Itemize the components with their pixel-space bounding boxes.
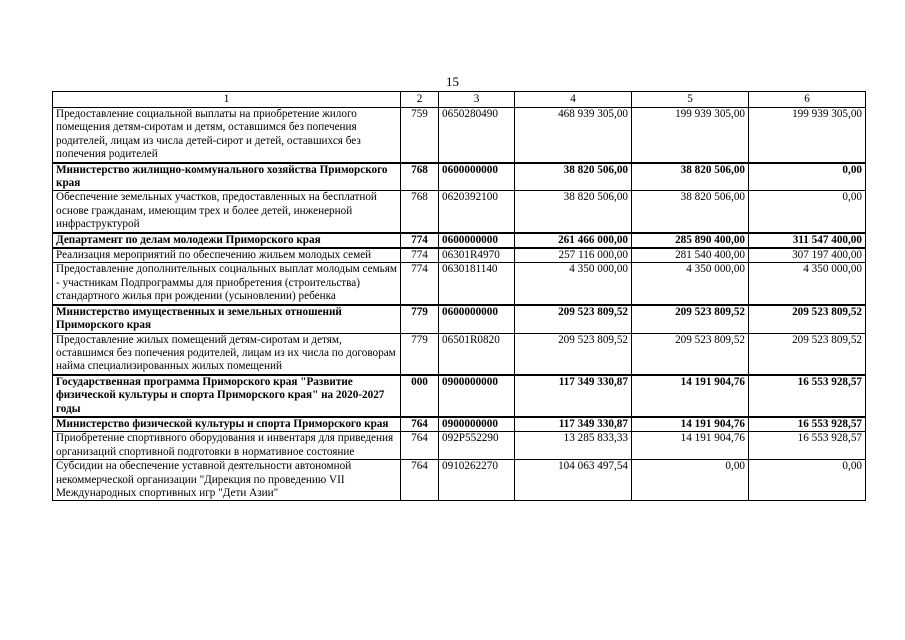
table-row bbox=[53, 248, 866, 263]
table-row bbox=[53, 305, 866, 333]
row-col4: 468 939 305,00 bbox=[515, 108, 632, 163]
table-row bbox=[53, 460, 866, 501]
row-col5: 38 820 506,00 bbox=[632, 191, 749, 233]
row-col5: 14 191 904,76 bbox=[632, 417, 749, 432]
row-col4: 117 349 330,87 bbox=[515, 375, 632, 417]
row-col4: 38 820 506,00 bbox=[515, 191, 632, 233]
page-number: 15 bbox=[446, 74, 459, 89]
table-row bbox=[53, 333, 866, 375]
row-col5: 209 523 809,52 bbox=[632, 305, 749, 333]
row-col3: 0910262270 bbox=[439, 460, 515, 501]
row-col3: 06501R0820 bbox=[439, 333, 515, 375]
table-row bbox=[53, 375, 866, 417]
row-col3: 0650280490 bbox=[439, 108, 515, 163]
row-col2: 774 bbox=[401, 233, 439, 248]
header-col-5: 5 bbox=[632, 92, 749, 108]
table-row bbox=[53, 417, 866, 432]
row-col4: 209 523 809,52 bbox=[515, 333, 632, 375]
table-row bbox=[53, 432, 866, 460]
row-col6: 307 197 400,00 bbox=[749, 248, 866, 263]
header-col-4: 4 bbox=[515, 92, 632, 108]
row-col3: 0600000000 bbox=[439, 163, 515, 191]
row-col6: 16 553 928,57 bbox=[749, 417, 866, 432]
row-col6: 0,00 bbox=[749, 191, 866, 233]
row-name: Министерство имущественных и земельных отношений Приморского края bbox=[53, 305, 401, 333]
row-col3: 06301R4970 bbox=[439, 248, 515, 263]
row-col5: 199 939 305,00 bbox=[632, 108, 749, 163]
row-col2: 774 bbox=[401, 263, 439, 305]
row-col3: 092P552290 bbox=[439, 432, 515, 460]
table-row bbox=[53, 233, 866, 248]
row-col4: 117 349 330,87 bbox=[515, 417, 632, 432]
row-col5: 38 820 506,00 bbox=[632, 163, 749, 191]
row-name: Министерство физической культуры и спорта Приморского края bbox=[53, 417, 401, 432]
row-name: Министерство жилищно-коммунального хозяйства Приморского края bbox=[53, 163, 401, 191]
header-col-6: 6 bbox=[749, 92, 866, 108]
row-col5: 285 890 400,00 bbox=[632, 233, 749, 248]
row-col6: 16 553 928,57 bbox=[749, 432, 866, 460]
budget-table bbox=[52, 91, 866, 501]
row-col2: 764 bbox=[401, 460, 439, 501]
row-col3: 0900000000 bbox=[439, 417, 515, 432]
row-col6: 4 350 000,00 bbox=[749, 263, 866, 305]
row-col5: 0,00 bbox=[632, 460, 749, 501]
row-col2: 779 bbox=[401, 305, 439, 333]
row-col6: 16 553 928,57 bbox=[749, 375, 866, 417]
table-row bbox=[53, 108, 866, 163]
row-col4: 209 523 809,52 bbox=[515, 305, 632, 333]
row-col2: 774 bbox=[401, 248, 439, 263]
row-name: Обеспечение земельных участков, предоставленных на бесплатной основе гражданам, имеющим трех и более детей, инженерной инфраструктурой bbox=[53, 191, 401, 233]
row-name: Департамент по делам молодежи Приморского края bbox=[53, 233, 401, 248]
row-col4: 13 285 833,33 bbox=[515, 432, 632, 460]
row-col6: 199 939 305,00 bbox=[749, 108, 866, 163]
row-col4: 38 820 506,00 bbox=[515, 163, 632, 191]
row-name: Предоставление социальной выплаты на приобретение жилого помещения детям-сиротам и детям, оставшимся без попечения родителей, лицам из числа детей-сирот и детей, оставшихся без попечения родителей bbox=[53, 108, 401, 163]
row-col3: 0900000000 bbox=[439, 375, 515, 417]
row-col3: 0600000000 bbox=[439, 233, 515, 248]
row-col2: 764 bbox=[401, 432, 439, 460]
row-col5: 281 540 400,00 bbox=[632, 248, 749, 263]
row-col4: 4 350 000,00 bbox=[515, 263, 632, 305]
header-col-3: 3 bbox=[439, 92, 515, 108]
row-name: Реализация мероприятий по обеспечению жильем молодых семей bbox=[53, 248, 401, 263]
row-name: Государственная программа Приморского края "Развитие физической культуры и спорта Приморского края" на 2020-2027 годы bbox=[53, 375, 401, 417]
table-row bbox=[53, 163, 866, 191]
row-col6: 311 547 400,00 bbox=[749, 233, 866, 248]
row-col5: 4 350 000,00 bbox=[632, 263, 749, 305]
row-col3: 0600000000 bbox=[439, 305, 515, 333]
row-col2: 000 bbox=[401, 375, 439, 417]
row-name: Субсидии на обеспечение уставной деятельности автономной некоммерческой организации "Дирекция по проведению VII Международных спортивных игр "Дети Азии" bbox=[53, 460, 401, 501]
row-col2: 768 bbox=[401, 191, 439, 233]
header-row bbox=[53, 92, 866, 108]
header-col-2: 2 bbox=[401, 92, 439, 108]
row-col4: 104 063 497,54 bbox=[515, 460, 632, 501]
row-col3: 0620392100 bbox=[439, 191, 515, 233]
header-col-1: 1 bbox=[53, 92, 401, 108]
row-col2: 759 bbox=[401, 108, 439, 163]
row-col6: 209 523 809,52 bbox=[749, 305, 866, 333]
row-col5: 14 191 904,76 bbox=[632, 375, 749, 417]
table-row bbox=[53, 191, 866, 233]
row-name: Предоставление дополнительных социальных выплат молодым семьям - участникам Подпрограммы для приобретения (строительства) стандартного жилья при рождении (усыновлении) ребенка bbox=[53, 263, 401, 305]
row-col3: 0630181140 bbox=[439, 263, 515, 305]
row-col2: 768 bbox=[401, 163, 439, 191]
row-col4: 261 466 000,00 bbox=[515, 233, 632, 248]
row-col5: 209 523 809,52 bbox=[632, 333, 749, 375]
row-col2: 764 bbox=[401, 417, 439, 432]
row-col6: 209 523 809,52 bbox=[749, 333, 866, 375]
row-name: Приобретение спортивного оборудования и инвентаря для приведения организаций спортивной подготовки в нормативное состояние bbox=[53, 432, 401, 460]
table-row bbox=[53, 263, 866, 305]
row-name: Предоставление жилых помещений детям-сиротам и детям, оставшимся без попечения родителей, лицам из их числа по договорам найма специализированных жилых помещений bbox=[53, 333, 401, 375]
row-col6: 0,00 bbox=[749, 163, 866, 191]
row-col4: 257 116 000,00 bbox=[515, 248, 632, 263]
row-col5: 14 191 904,76 bbox=[632, 432, 749, 460]
row-col6: 0,00 bbox=[749, 460, 866, 501]
row-col2: 779 bbox=[401, 333, 439, 375]
